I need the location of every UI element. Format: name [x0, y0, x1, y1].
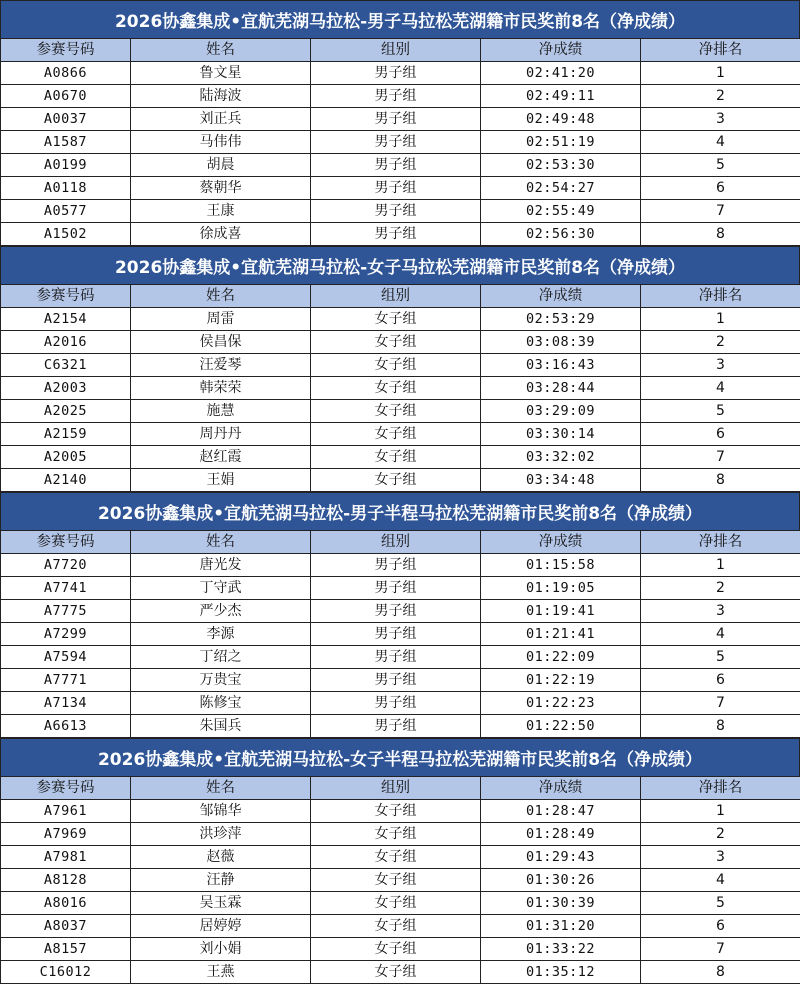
net-time-cell: 02:54:27	[481, 177, 641, 200]
bib-cell: A8128	[1, 869, 131, 892]
col-header-bib: 参赛号码	[1, 285, 131, 308]
col-header-group: 组别	[311, 777, 481, 800]
rank-cell: 3	[641, 846, 800, 869]
col-header-net-time: 净成绩	[481, 285, 641, 308]
group-cell: 男子组	[311, 108, 481, 131]
rank-cell: 4	[641, 869, 800, 892]
group-cell: 男子组	[311, 85, 481, 108]
table-header-row	[1, 777, 800, 800]
bib-cell: A7775	[1, 600, 131, 623]
rank-cell: 3	[641, 354, 800, 377]
rank-cell: 6	[641, 669, 800, 692]
bib-cell: A7594	[1, 646, 131, 669]
col-header-net-time: 净成绩	[481, 39, 641, 62]
table-row	[1, 331, 800, 354]
bib-cell: A1587	[1, 131, 131, 154]
net-time-cell: 01:22:09	[481, 646, 641, 669]
group-cell: 男子组	[311, 623, 481, 646]
group-cell: 男子组	[311, 131, 481, 154]
col-header-bib: 参赛号码	[1, 39, 131, 62]
table-row	[1, 800, 800, 823]
name-cell: 侯昌保	[131, 331, 311, 354]
name-cell: 韩荣荣	[131, 377, 311, 400]
col-header-net-rank: 净排名	[641, 39, 800, 62]
table-row	[1, 915, 800, 938]
bib-cell: C6321	[1, 354, 131, 377]
group-cell: 男子组	[311, 646, 481, 669]
group-cell: 女子组	[311, 308, 481, 331]
group-cell: 男子组	[311, 669, 481, 692]
net-time-cell: 03:32:02	[481, 446, 641, 469]
bib-cell: A7741	[1, 577, 131, 600]
name-cell: 邹锦华	[131, 800, 311, 823]
table-row	[1, 308, 800, 331]
bib-cell: A7134	[1, 692, 131, 715]
rank-cell: 5	[641, 400, 800, 423]
rank-cell: 8	[641, 961, 800, 984]
name-cell: 陈修宝	[131, 692, 311, 715]
table-row	[1, 692, 800, 715]
bib-cell: C16012	[1, 961, 131, 984]
bib-cell: A0118	[1, 177, 131, 200]
rank-cell: 6	[641, 423, 800, 446]
table-row	[1, 400, 800, 423]
results-table	[0, 530, 800, 738]
table-row	[1, 577, 800, 600]
rank-cell: 5	[641, 154, 800, 177]
table-row	[1, 154, 800, 177]
name-cell: 马伟伟	[131, 131, 311, 154]
group-cell: 男子组	[311, 577, 481, 600]
net-time-cell: 02:55:49	[481, 200, 641, 223]
bib-cell: A0199	[1, 154, 131, 177]
rank-cell: 6	[641, 177, 800, 200]
bib-cell: A6613	[1, 715, 131, 738]
group-cell: 女子组	[311, 423, 481, 446]
net-time-cell: 01:15:58	[481, 554, 641, 577]
group-cell: 男子组	[311, 715, 481, 738]
bib-cell: A0037	[1, 108, 131, 131]
group-cell: 女子组	[311, 446, 481, 469]
net-time-cell: 01:19:41	[481, 600, 641, 623]
table-row	[1, 354, 800, 377]
bib-cell: A1502	[1, 223, 131, 246]
rank-cell: 7	[641, 938, 800, 961]
table-row	[1, 554, 800, 577]
bib-cell: A8157	[1, 938, 131, 961]
net-time-cell: 01:22:19	[481, 669, 641, 692]
net-time-cell: 03:28:44	[481, 377, 641, 400]
bib-cell: A2003	[1, 377, 131, 400]
name-cell: 王燕	[131, 961, 311, 984]
bib-cell: A7720	[1, 554, 131, 577]
section-title: 2026协鑫集成•宜航芜湖马拉松-男子马拉松芜湖籍市民奖前8名（净成绩）	[0, 0, 800, 38]
name-cell: 丁绍之	[131, 646, 311, 669]
group-cell: 男子组	[311, 600, 481, 623]
rank-cell: 1	[641, 308, 800, 331]
name-cell: 汪静	[131, 869, 311, 892]
rank-cell: 3	[641, 600, 800, 623]
group-cell: 男子组	[311, 62, 481, 85]
table-row	[1, 85, 800, 108]
name-cell: 汪爱琴	[131, 354, 311, 377]
group-cell: 女子组	[311, 331, 481, 354]
col-header-net-time: 净成绩	[481, 777, 641, 800]
net-time-cell: 01:22:23	[481, 692, 641, 715]
section-title: 2026协鑫集成•宜航芜湖马拉松-女子半程马拉松芜湖籍市民奖前8名（净成绩）	[0, 738, 800, 776]
col-header-name: 姓名	[131, 777, 311, 800]
col-header-net-rank: 净排名	[641, 285, 800, 308]
table-row	[1, 108, 800, 131]
name-cell: 刘小娟	[131, 938, 311, 961]
name-cell: 周丹丹	[131, 423, 311, 446]
table-row	[1, 846, 800, 869]
col-header-net-rank: 净排名	[641, 531, 800, 554]
rank-cell: 1	[641, 554, 800, 577]
section-men-marathon	[0, 0, 800, 246]
rank-cell: 3	[641, 108, 800, 131]
net-time-cell: 02:53:30	[481, 154, 641, 177]
table-header-row	[1, 531, 800, 554]
col-header-bib: 参赛号码	[1, 777, 131, 800]
table-row	[1, 961, 800, 984]
group-cell: 女子组	[311, 938, 481, 961]
name-cell: 王康	[131, 200, 311, 223]
table-header-row	[1, 285, 800, 308]
net-time-cell: 01:28:49	[481, 823, 641, 846]
rank-cell: 5	[641, 646, 800, 669]
group-cell: 女子组	[311, 823, 481, 846]
table-row	[1, 377, 800, 400]
table-row	[1, 669, 800, 692]
name-cell: 朱国兵	[131, 715, 311, 738]
bib-cell: A7969	[1, 823, 131, 846]
bib-cell: A2159	[1, 423, 131, 446]
name-cell: 万贵宝	[131, 669, 311, 692]
name-cell: 陆海波	[131, 85, 311, 108]
bib-cell: A2154	[1, 308, 131, 331]
group-cell: 男子组	[311, 177, 481, 200]
bib-cell: A0577	[1, 200, 131, 223]
name-cell: 周雷	[131, 308, 311, 331]
net-time-cell: 03:29:09	[481, 400, 641, 423]
col-header-name: 姓名	[131, 531, 311, 554]
bib-cell: A8016	[1, 892, 131, 915]
name-cell: 丁守武	[131, 577, 311, 600]
net-time-cell: 02:53:29	[481, 308, 641, 331]
net-time-cell: 03:16:43	[481, 354, 641, 377]
table-row	[1, 200, 800, 223]
table-row	[1, 646, 800, 669]
rank-cell: 1	[641, 62, 800, 85]
name-cell: 严少杰	[131, 600, 311, 623]
name-cell: 鲁文星	[131, 62, 311, 85]
rank-cell: 6	[641, 915, 800, 938]
rank-cell: 1	[641, 800, 800, 823]
net-time-cell: 03:30:14	[481, 423, 641, 446]
results-table	[0, 776, 800, 984]
net-time-cell: 01:35:12	[481, 961, 641, 984]
name-cell: 徐成喜	[131, 223, 311, 246]
rank-cell: 7	[641, 446, 800, 469]
net-time-cell: 01:22:50	[481, 715, 641, 738]
net-time-cell: 02:49:11	[481, 85, 641, 108]
name-cell: 李源	[131, 623, 311, 646]
bib-cell: A7299	[1, 623, 131, 646]
group-cell: 男子组	[311, 154, 481, 177]
bib-cell: A2005	[1, 446, 131, 469]
rank-cell: 2	[641, 85, 800, 108]
net-time-cell: 01:31:20	[481, 915, 641, 938]
table-row	[1, 892, 800, 915]
results-table	[0, 284, 800, 492]
net-time-cell: 03:34:48	[481, 469, 641, 492]
group-cell: 男子组	[311, 692, 481, 715]
col-header-group: 组别	[311, 531, 481, 554]
rank-cell: 8	[641, 469, 800, 492]
col-header-group: 组别	[311, 39, 481, 62]
net-time-cell: 01:28:47	[481, 800, 641, 823]
table-row	[1, 62, 800, 85]
rank-cell: 4	[641, 131, 800, 154]
table-row	[1, 131, 800, 154]
table-header-row	[1, 39, 800, 62]
net-time-cell: 02:41:20	[481, 62, 641, 85]
group-cell: 女子组	[311, 400, 481, 423]
group-cell: 女子组	[311, 354, 481, 377]
bib-cell: A7961	[1, 800, 131, 823]
net-time-cell: 02:51:19	[481, 131, 641, 154]
col-header-bib: 参赛号码	[1, 531, 131, 554]
group-cell: 女子组	[311, 915, 481, 938]
table-row	[1, 623, 800, 646]
section-women-marathon	[0, 246, 800, 492]
results-table	[0, 38, 800, 246]
net-time-cell: 01:19:05	[481, 577, 641, 600]
bib-cell: A7771	[1, 669, 131, 692]
rank-cell: 2	[641, 823, 800, 846]
group-cell: 女子组	[311, 961, 481, 984]
rank-cell: 8	[641, 715, 800, 738]
net-time-cell: 01:21:41	[481, 623, 641, 646]
table-row	[1, 469, 800, 492]
section-men-half-marathon	[0, 492, 800, 738]
net-time-cell: 01:29:43	[481, 846, 641, 869]
col-header-name: 姓名	[131, 39, 311, 62]
section-title: 2026协鑫集成•宜航芜湖马拉松-男子半程马拉松芜湖籍市民奖前8名（净成绩）	[0, 492, 800, 530]
group-cell: 男子组	[311, 554, 481, 577]
name-cell: 刘正兵	[131, 108, 311, 131]
group-cell: 男子组	[311, 223, 481, 246]
name-cell: 洪珍萍	[131, 823, 311, 846]
table-row	[1, 715, 800, 738]
name-cell: 吴玉霖	[131, 892, 311, 915]
name-cell: 胡晨	[131, 154, 311, 177]
col-header-name: 姓名	[131, 285, 311, 308]
rank-cell: 4	[641, 377, 800, 400]
group-cell: 男子组	[311, 200, 481, 223]
rank-cell: 2	[641, 331, 800, 354]
rank-cell: 2	[641, 577, 800, 600]
rank-cell: 7	[641, 692, 800, 715]
net-time-cell: 01:30:39	[481, 892, 641, 915]
table-row	[1, 423, 800, 446]
bib-cell: A2140	[1, 469, 131, 492]
bib-cell: A2025	[1, 400, 131, 423]
rank-cell: 8	[641, 223, 800, 246]
net-time-cell: 01:30:26	[481, 869, 641, 892]
net-time-cell: 01:33:22	[481, 938, 641, 961]
bib-cell: A8037	[1, 915, 131, 938]
bib-cell: A0670	[1, 85, 131, 108]
group-cell: 女子组	[311, 469, 481, 492]
group-cell: 女子组	[311, 846, 481, 869]
group-cell: 女子组	[311, 892, 481, 915]
net-time-cell: 02:49:48	[481, 108, 641, 131]
bib-cell: A2016	[1, 331, 131, 354]
group-cell: 女子组	[311, 377, 481, 400]
table-row	[1, 223, 800, 246]
col-header-net-time: 净成绩	[481, 531, 641, 554]
rank-cell: 5	[641, 892, 800, 915]
name-cell: 赵红霞	[131, 446, 311, 469]
group-cell: 女子组	[311, 800, 481, 823]
name-cell: 蔡朝华	[131, 177, 311, 200]
name-cell: 居婷婷	[131, 915, 311, 938]
table-row	[1, 823, 800, 846]
col-header-net-rank: 净排名	[641, 777, 800, 800]
table-row	[1, 177, 800, 200]
net-time-cell: 03:08:39	[481, 331, 641, 354]
group-cell: 女子组	[311, 869, 481, 892]
section-title: 2026协鑫集成•宜航芜湖马拉松-女子马拉松芜湖籍市民奖前8名（净成绩）	[0, 246, 800, 284]
table-row	[1, 446, 800, 469]
section-women-half-marathon	[0, 738, 800, 984]
net-time-cell: 02:56:30	[481, 223, 641, 246]
rank-cell: 4	[641, 623, 800, 646]
name-cell: 赵薇	[131, 846, 311, 869]
name-cell: 施慧	[131, 400, 311, 423]
bib-cell: A0866	[1, 62, 131, 85]
table-row	[1, 869, 800, 892]
table-row	[1, 938, 800, 961]
name-cell: 唐光发	[131, 554, 311, 577]
rank-cell: 7	[641, 200, 800, 223]
col-header-group: 组别	[311, 285, 481, 308]
bib-cell: A7981	[1, 846, 131, 869]
table-row	[1, 600, 800, 623]
name-cell: 王娟	[131, 469, 311, 492]
